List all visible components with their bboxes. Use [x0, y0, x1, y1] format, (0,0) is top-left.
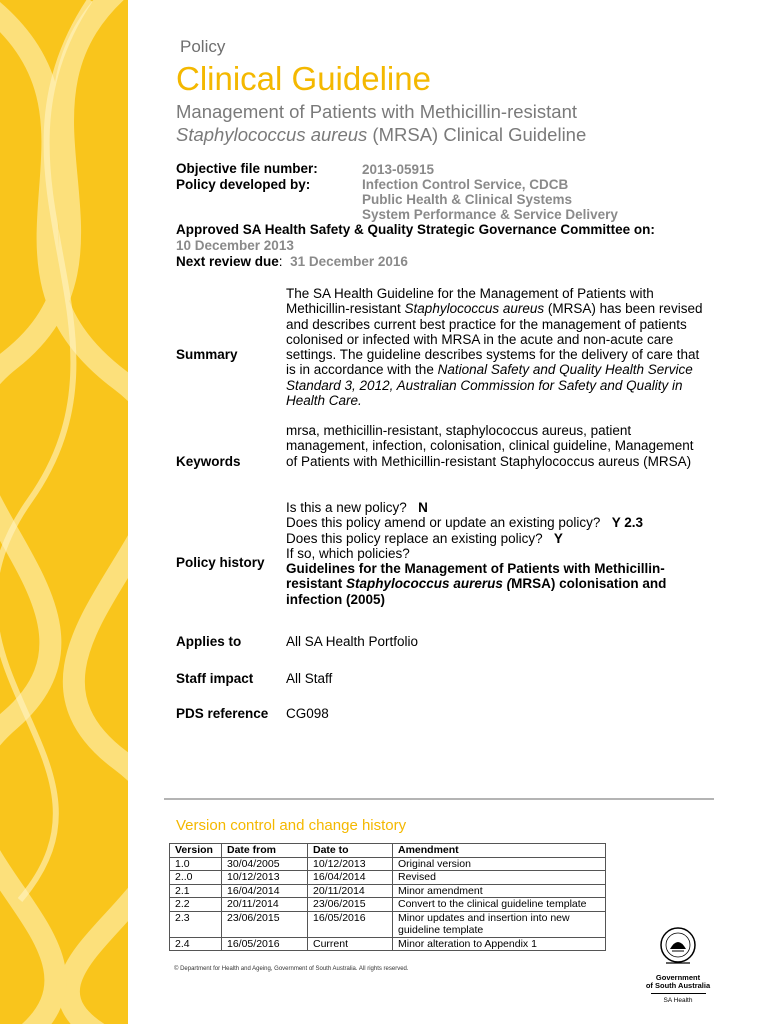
ribbon-pattern	[0, 0, 128, 1024]
subtitle-line-2	[176, 123, 586, 146]
summary-italic: Staphylococcus aureus	[404, 301, 545, 317]
next-review-colon: :	[278, 254, 283, 269]
policy-label: Policy	[180, 37, 226, 56]
history-a: Y	[553, 530, 563, 546]
pds-reference-value: CG098	[286, 706, 329, 721]
objective-file-value: 2013-05915	[362, 162, 435, 177]
table-row	[170, 857, 606, 871]
approved-date: 10 December 2013	[176, 238, 294, 253]
approved-label: Approved SA Health Safety & Quality Strategic Governance Committee on:	[176, 222, 655, 237]
table-cell: Original version	[393, 857, 606, 871]
replaced-italic: Staphylococcus aurerus (	[346, 576, 512, 592]
applies-to-label: Applies to	[176, 634, 242, 649]
table-cell: 2.2	[170, 898, 222, 912]
next-review-date: 31 December 2016	[290, 254, 408, 269]
table-cell: 20/11/2014	[308, 884, 393, 898]
staff-impact-value: All Staff	[286, 671, 333, 686]
objective-file-label: Objective file number:	[176, 161, 318, 176]
table-cell: 2.3	[170, 911, 222, 937]
decorative-side-band	[0, 0, 128, 1024]
subtitle-tail: (MRSA) Clinical Guideline	[367, 124, 587, 145]
replaced-policy	[286, 561, 706, 607]
applies-to-value: All SA Health Portfolio	[286, 634, 419, 649]
copyright-footer: © Department for Health and Ageing, Government of South Australia. All rights reserved.	[174, 966, 409, 972]
history-q: Does this policy replace an existing policy?	[286, 530, 543, 546]
policy-history-label: Policy history	[176, 555, 265, 570]
history-a: Y 2.3	[611, 515, 643, 531]
table-row	[170, 871, 606, 885]
next-review-label: Next review due	[176, 254, 279, 269]
pds-reference-label: PDS reference	[176, 706, 269, 721]
table-cell: Convert to the clinical guideline template	[393, 898, 606, 912]
column-header: Date to	[308, 844, 393, 858]
history-question: If so, which policies?	[286, 545, 410, 561]
developed-by-values	[362, 177, 618, 222]
history-a: N	[418, 500, 428, 515]
table-cell: 20/11/2014	[222, 898, 308, 912]
history-question	[286, 500, 706, 515]
developed-by-line: Public Health & Clinical Systems	[362, 192, 573, 207]
table-cell: 16/05/2016	[222, 937, 308, 951]
table-row	[170, 884, 606, 898]
summary-label: Summary	[176, 347, 238, 362]
table-row	[170, 898, 606, 912]
subtitle-italic: Staphylococcus aureus	[176, 124, 368, 145]
section-divider	[164, 798, 714, 800]
history-question	[286, 515, 706, 530]
replaced-part: Guidelines for the Management of Patients with Methicillin-resistant	[286, 561, 665, 592]
developed-by-line: Infection Control Service, CDCB	[362, 177, 569, 192]
history-q: Is this a new policy?	[286, 500, 407, 515]
table-cell: 23/06/2015	[222, 911, 308, 937]
table-cell: 10/12/2013	[222, 871, 308, 885]
developed-by-label: Policy developed by:	[176, 177, 311, 192]
table-cell: Minor updates and insertion into new guideline template	[393, 911, 606, 937]
version-control-table	[169, 843, 606, 951]
policy-history-text	[286, 500, 706, 607]
developed-by-line: System Performance & Service Delivery	[362, 207, 618, 222]
table-header-row	[170, 844, 606, 858]
document-page	[128, 0, 768, 1024]
version-control-title: Version control and change history	[176, 817, 407, 834]
table-cell: 2.1	[170, 884, 222, 898]
table-cell: Minor alteration to Appendix 1	[393, 937, 606, 951]
table-cell: Current	[308, 937, 393, 951]
summary-part: (MRSA) has been revised and describes current best practice for the management of patients colonised or infected with MRSA in the acute and non-acute care settings. The guideline describes systems for the delivery of care that is in accordance with the	[286, 301, 703, 378]
table-cell: 23/06/2015	[308, 898, 393, 912]
summary-italic: National Safety and Quality Health Service Standard 3, 2012, Australian Commission for Safety and Quality in Health Care.	[286, 362, 693, 409]
table-cell: 16/04/2014	[308, 871, 393, 885]
document-subtitle	[176, 100, 586, 146]
page-title: Clinical Guideline	[176, 60, 431, 97]
table-cell: 10/12/2013	[308, 857, 393, 871]
staff-impact-label: Staff impact	[176, 671, 254, 686]
logo-line-2: of South Australia	[645, 981, 711, 990]
table-cell: 16/04/2014	[222, 884, 308, 898]
column-header: Date from	[222, 844, 308, 858]
table-cell: 30/04/2005	[222, 857, 308, 871]
government-logo	[633, 925, 723, 1004]
replaced-part: MRSA) colonisation and infection (2005)	[286, 576, 667, 607]
column-header: Amendment	[393, 844, 606, 858]
table-cell: 2..0	[170, 871, 222, 885]
table-cell: Minor amendment	[393, 884, 606, 898]
summary-part: The SA Health Guideline for the Management of Patients with Methicillin-resistant	[286, 286, 654, 317]
column-header: Version	[170, 844, 222, 858]
logo-divider	[651, 993, 706, 994]
table-cell: Revised	[393, 871, 606, 885]
crest-icon	[658, 925, 698, 969]
table-row	[170, 937, 606, 951]
logo-subtitle: SA Health	[663, 997, 693, 1004]
keywords-text: mrsa, methicillin-resistant, staphylococcus aureus, patient management, infection, colonisation, clinical guideline, Management of Patients with Methicillin-resistant Staphylococcus aureus (MRSA)	[286, 423, 694, 469]
table-cell: 2.4	[170, 937, 222, 951]
history-question	[286, 531, 706, 546]
keywords-label: Keywords	[176, 454, 241, 469]
subtitle-line-1: Management of Patients with Methicillin-resistant	[176, 101, 578, 122]
table-row	[170, 911, 606, 937]
summary-text	[286, 286, 706, 408]
table-cell: 1.0	[170, 857, 222, 871]
logo-line-1: Government	[655, 973, 701, 982]
history-q: Does this policy amend or update an existing policy?	[286, 515, 601, 531]
table-cell: 16/05/2016	[308, 911, 393, 937]
next-review	[176, 254, 408, 269]
